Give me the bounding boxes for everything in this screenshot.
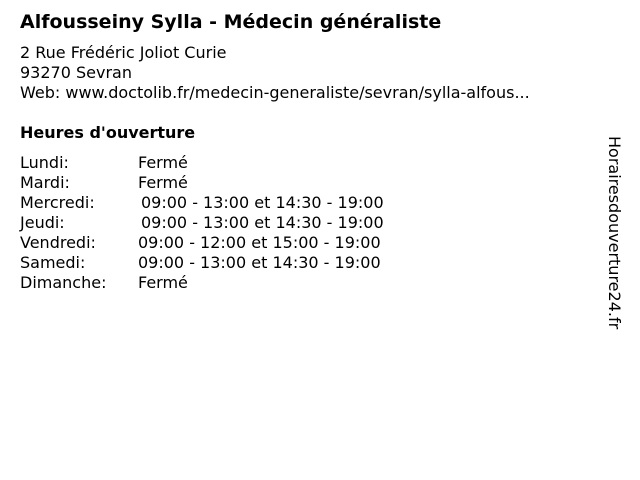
day-label: Lundi: bbox=[20, 153, 69, 172]
day-hours: Fermé bbox=[138, 173, 188, 192]
website-link[interactable]: Web: www.doctolib.fr/medecin-generaliste/sevran/sylla-alfous... bbox=[20, 83, 530, 102]
hours-row-lundi bbox=[20, 153, 440, 173]
day-label: Vendredi: bbox=[20, 233, 96, 252]
hours-row-jeudi bbox=[20, 213, 440, 233]
address-block bbox=[20, 43, 530, 103]
page-title: Alfousseiny Sylla - Médecin généraliste bbox=[20, 11, 442, 33]
hours-row-dimanche bbox=[20, 273, 440, 293]
street-address: 2 Rue Frédéric Joliot Curie bbox=[20, 43, 227, 62]
day-label: Mercredi: bbox=[20, 193, 95, 212]
hours-row-samedi bbox=[20, 253, 440, 273]
day-label: Mardi: bbox=[20, 173, 70, 192]
day-label: Samedi: bbox=[20, 253, 86, 272]
day-hours: 09:00 - 13:00 et 14:30 - 19:00 bbox=[141, 213, 384, 232]
opening-hours-heading: Heures d'ouverture bbox=[20, 123, 196, 142]
site-watermark: Horairesdouverture24.fr bbox=[605, 136, 624, 330]
day-hours: Fermé bbox=[138, 273, 188, 292]
hours-row-mardi bbox=[20, 173, 440, 193]
day-label: Jeudi: bbox=[20, 213, 65, 232]
opening-hours-table bbox=[20, 153, 440, 293]
day-label: Dimanche: bbox=[20, 273, 107, 292]
hours-row-mercredi bbox=[20, 193, 440, 213]
day-hours: 09:00 - 12:00 et 15:00 - 19:00 bbox=[138, 233, 381, 252]
day-hours: 09:00 - 13:00 et 14:30 - 19:00 bbox=[141, 193, 384, 212]
day-hours: 09:00 - 13:00 et 14:30 - 19:00 bbox=[138, 253, 381, 272]
hours-row-vendredi bbox=[20, 233, 440, 253]
city-postal-code: 93270 Sevran bbox=[20, 63, 132, 82]
day-hours: Fermé bbox=[138, 153, 188, 172]
